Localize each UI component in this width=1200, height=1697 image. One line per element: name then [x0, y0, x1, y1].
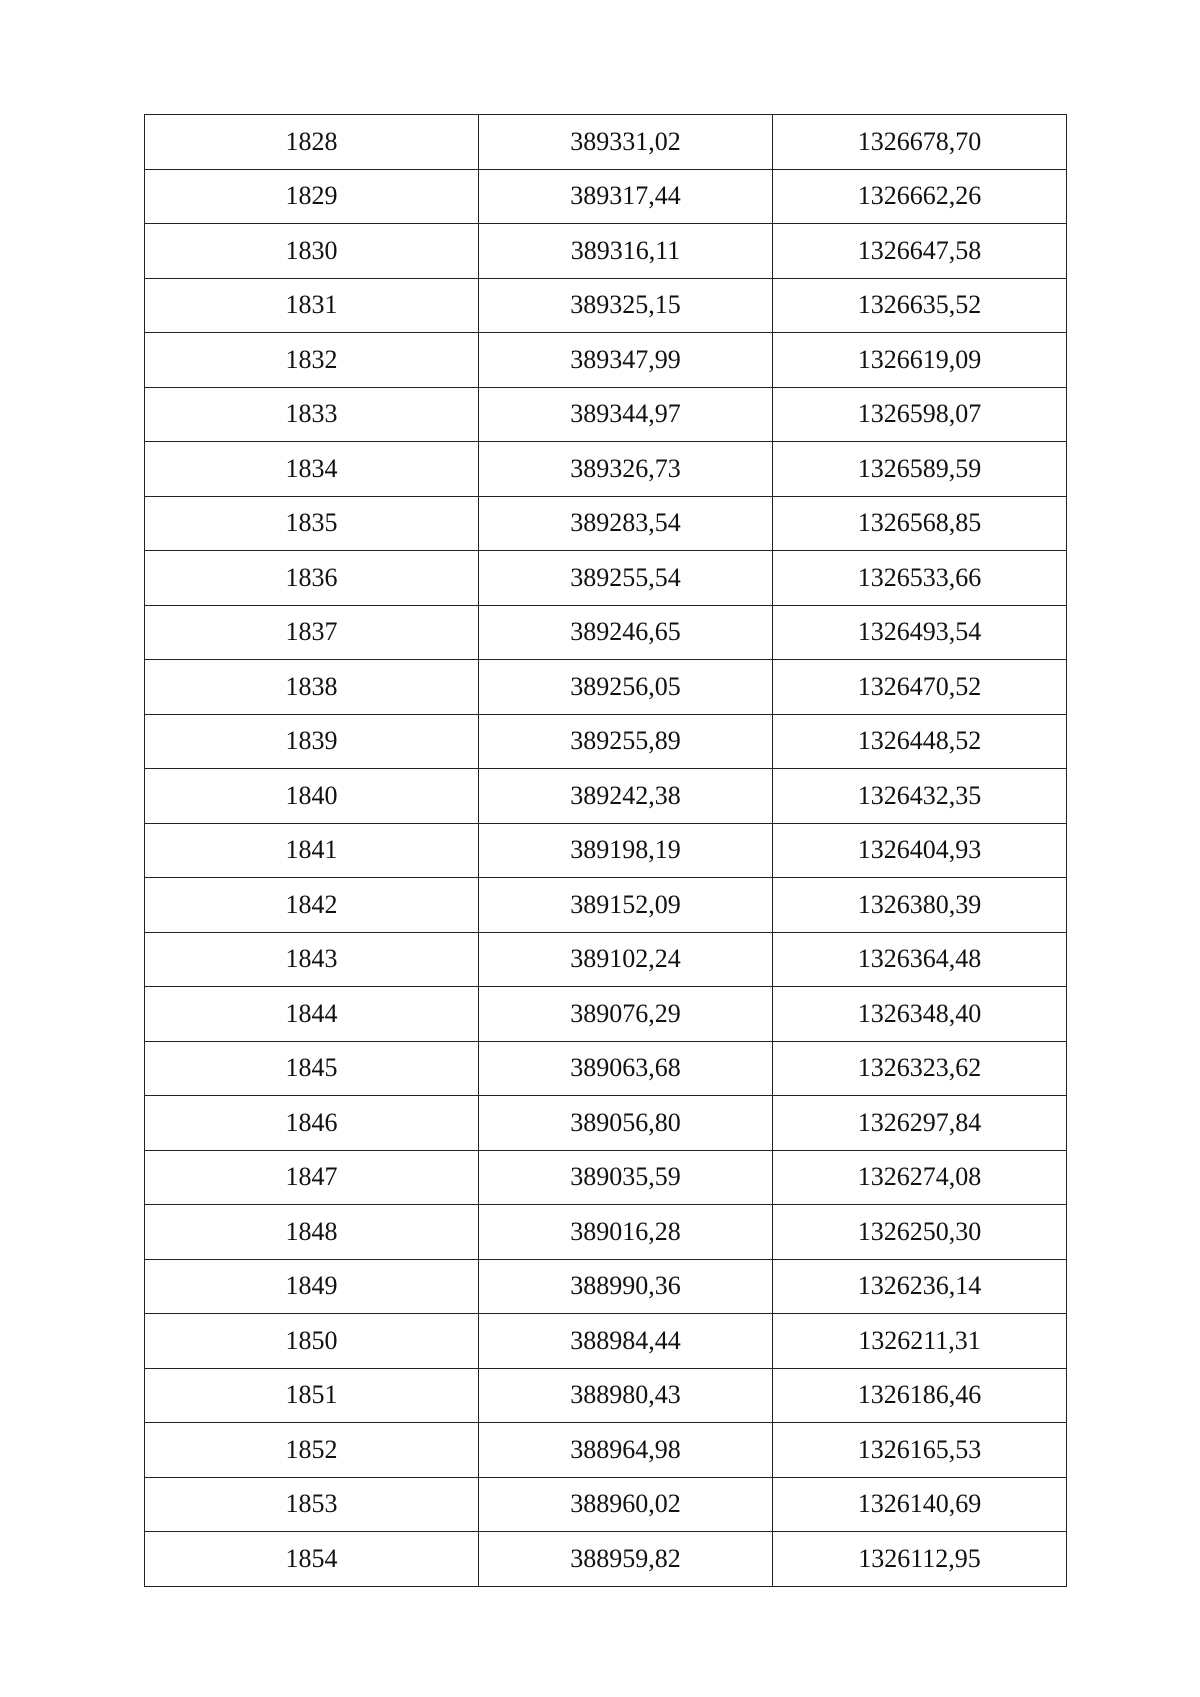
x-coordinate-cell: 389347,99 — [479, 333, 773, 388]
y-coordinate-cell: 1326112,95 — [773, 1532, 1067, 1587]
y-coordinate-cell: 1326598,07 — [773, 387, 1067, 442]
x-coordinate-cell: 388960,02 — [479, 1477, 773, 1532]
x-coordinate-cell: 388980,43 — [479, 1368, 773, 1423]
y-coordinate-cell: 1326186,46 — [773, 1368, 1067, 1423]
table-row — [145, 278, 1067, 333]
table-row — [145, 169, 1067, 224]
x-coordinate-cell: 388964,98 — [479, 1423, 773, 1478]
point-number-cell: 1852 — [145, 1423, 479, 1478]
y-coordinate-cell: 1326323,62 — [773, 1041, 1067, 1096]
point-number-cell: 1838 — [145, 660, 479, 715]
y-coordinate-cell: 1326364,48 — [773, 932, 1067, 987]
y-coordinate-cell: 1326635,52 — [773, 278, 1067, 333]
x-coordinate-cell: 389316,11 — [479, 224, 773, 279]
point-number-cell: 1854 — [145, 1532, 479, 1587]
y-coordinate-cell: 1326533,66 — [773, 551, 1067, 606]
point-number-cell: 1850 — [145, 1314, 479, 1369]
table-row — [145, 987, 1067, 1042]
table-row — [145, 1477, 1067, 1532]
table-row — [145, 714, 1067, 769]
table-row — [145, 496, 1067, 551]
x-coordinate-cell: 389256,05 — [479, 660, 773, 715]
x-coordinate-cell: 388959,82 — [479, 1532, 773, 1587]
table-row — [145, 1314, 1067, 1369]
y-coordinate-cell: 1326647,58 — [773, 224, 1067, 279]
y-coordinate-cell: 1326619,09 — [773, 333, 1067, 388]
point-number-cell: 1841 — [145, 823, 479, 878]
point-number-cell: 1843 — [145, 932, 479, 987]
table-row — [145, 224, 1067, 279]
point-number-cell: 1834 — [145, 442, 479, 497]
y-coordinate-cell: 1326165,53 — [773, 1423, 1067, 1478]
x-coordinate-cell: 389056,80 — [479, 1096, 773, 1151]
point-number-cell: 1851 — [145, 1368, 479, 1423]
y-coordinate-cell: 1326297,84 — [773, 1096, 1067, 1151]
x-coordinate-cell: 389076,29 — [479, 987, 773, 1042]
x-coordinate-cell: 389344,97 — [479, 387, 773, 442]
table-row — [145, 115, 1067, 170]
table-row — [145, 1150, 1067, 1205]
point-number-cell: 1847 — [145, 1150, 479, 1205]
table-row — [145, 333, 1067, 388]
x-coordinate-cell: 389016,28 — [479, 1205, 773, 1260]
y-coordinate-cell: 1326211,31 — [773, 1314, 1067, 1369]
x-coordinate-cell: 389331,02 — [479, 115, 773, 170]
point-number-cell: 1849 — [145, 1259, 479, 1314]
table-row — [145, 769, 1067, 824]
point-number-cell: 1842 — [145, 878, 479, 933]
y-coordinate-cell: 1326404,93 — [773, 823, 1067, 878]
point-number-cell: 1853 — [145, 1477, 479, 1532]
y-coordinate-cell: 1326140,69 — [773, 1477, 1067, 1532]
point-number-cell: 1833 — [145, 387, 479, 442]
x-coordinate-cell: 389255,54 — [479, 551, 773, 606]
x-coordinate-cell: 389035,59 — [479, 1150, 773, 1205]
y-coordinate-cell: 1326380,39 — [773, 878, 1067, 933]
point-number-cell: 1831 — [145, 278, 479, 333]
point-number-cell: 1839 — [145, 714, 479, 769]
x-coordinate-cell: 389063,68 — [479, 1041, 773, 1096]
y-coordinate-cell: 1326662,26 — [773, 169, 1067, 224]
y-coordinate-cell: 1326589,59 — [773, 442, 1067, 497]
y-coordinate-cell: 1326493,54 — [773, 605, 1067, 660]
point-number-cell: 1846 — [145, 1096, 479, 1151]
table-row — [145, 823, 1067, 878]
point-number-cell: 1840 — [145, 769, 479, 824]
x-coordinate-cell: 389283,54 — [479, 496, 773, 551]
table-row — [145, 932, 1067, 987]
table-row — [145, 1368, 1067, 1423]
table-row — [145, 878, 1067, 933]
y-coordinate-cell: 1326348,40 — [773, 987, 1067, 1042]
table-row — [145, 1041, 1067, 1096]
table-row — [145, 1205, 1067, 1260]
x-coordinate-cell: 389242,38 — [479, 769, 773, 824]
y-coordinate-cell: 1326568,85 — [773, 496, 1067, 551]
table-row — [145, 551, 1067, 606]
y-coordinate-cell: 1326274,08 — [773, 1150, 1067, 1205]
table-row — [145, 1259, 1067, 1314]
x-coordinate-cell: 389326,73 — [479, 442, 773, 497]
x-coordinate-cell: 389246,65 — [479, 605, 773, 660]
point-number-cell: 1830 — [145, 224, 479, 279]
point-number-cell: 1828 — [145, 115, 479, 170]
y-coordinate-cell: 1326236,14 — [773, 1259, 1067, 1314]
table-row — [145, 387, 1067, 442]
x-coordinate-cell: 389152,09 — [479, 878, 773, 933]
coordinates-table — [144, 114, 1067, 1587]
point-number-cell: 1836 — [145, 551, 479, 606]
y-coordinate-cell: 1326678,70 — [773, 115, 1067, 170]
point-number-cell: 1837 — [145, 605, 479, 660]
table-row — [145, 660, 1067, 715]
x-coordinate-cell: 388984,44 — [479, 1314, 773, 1369]
table-row — [145, 1096, 1067, 1151]
x-coordinate-cell: 389255,89 — [479, 714, 773, 769]
y-coordinate-cell: 1326448,52 — [773, 714, 1067, 769]
table-row — [145, 1423, 1067, 1478]
table-row — [145, 1532, 1067, 1587]
x-coordinate-cell: 389198,19 — [479, 823, 773, 878]
x-coordinate-cell: 389317,44 — [479, 169, 773, 224]
point-number-cell: 1844 — [145, 987, 479, 1042]
x-coordinate-cell: 389325,15 — [479, 278, 773, 333]
coordinates-table-body — [145, 115, 1067, 1587]
y-coordinate-cell: 1326470,52 — [773, 660, 1067, 715]
point-number-cell: 1829 — [145, 169, 479, 224]
point-number-cell: 1845 — [145, 1041, 479, 1096]
table-row — [145, 605, 1067, 660]
point-number-cell: 1848 — [145, 1205, 479, 1260]
x-coordinate-cell: 388990,36 — [479, 1259, 773, 1314]
table-row — [145, 442, 1067, 497]
y-coordinate-cell: 1326250,30 — [773, 1205, 1067, 1260]
y-coordinate-cell: 1326432,35 — [773, 769, 1067, 824]
point-number-cell: 1832 — [145, 333, 479, 388]
point-number-cell: 1835 — [145, 496, 479, 551]
x-coordinate-cell: 389102,24 — [479, 932, 773, 987]
